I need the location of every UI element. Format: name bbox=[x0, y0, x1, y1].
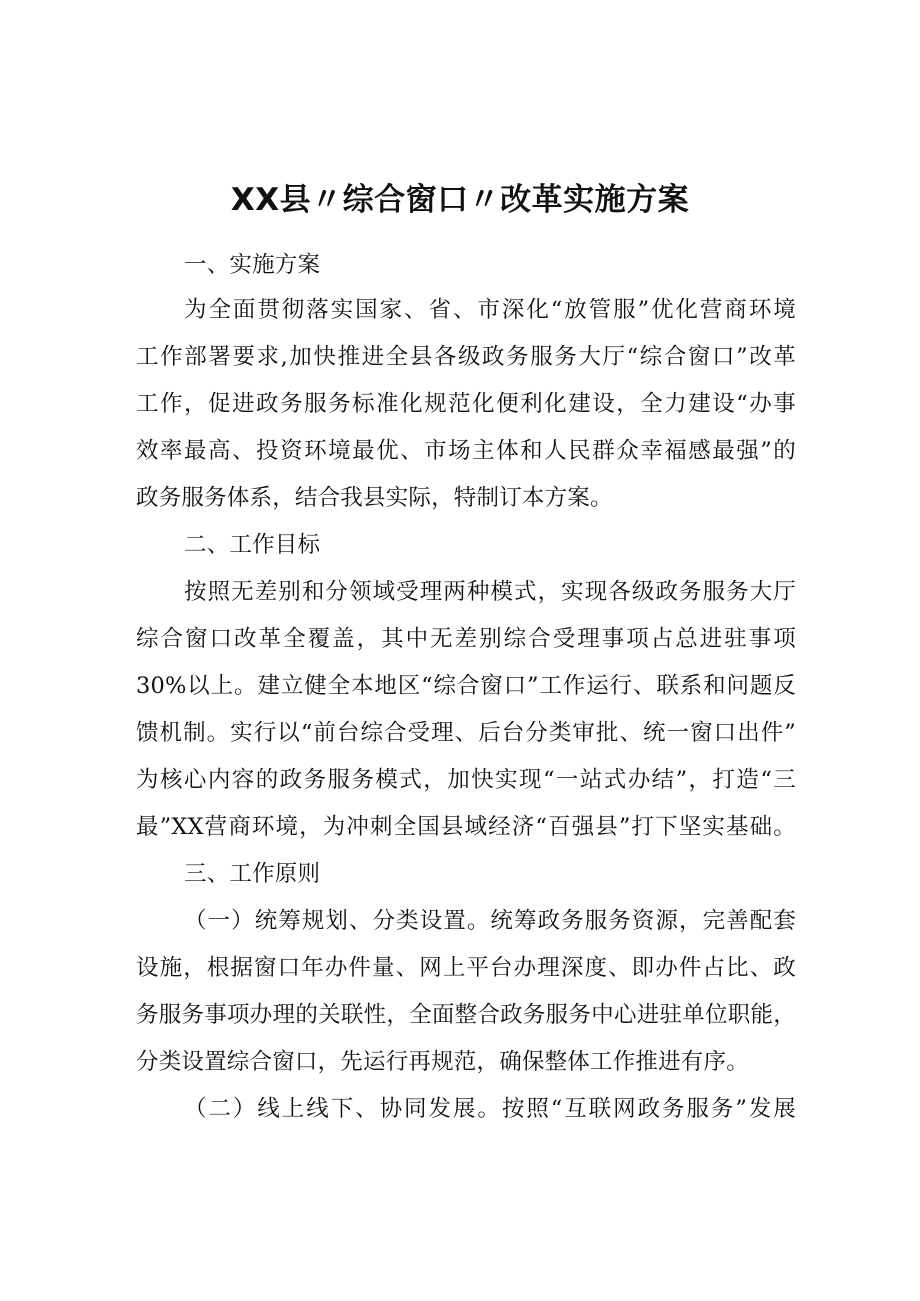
paragraph-4-line-1: （二）线上线下、协同发展。按照“互联网政务服务”发展 bbox=[184, 1096, 796, 1122]
paragraph-3-line-4: 分类设置综合窗口，先运行再规范，确保整体工作推进有序。 bbox=[136, 1049, 749, 1075]
paragraph-2-line-3: 30%以上。建立健全本地区“综合窗口”工作运行、联系和问题反 bbox=[136, 673, 796, 699]
paragraph-1-line-2: 工作部署要求,加快推进全县各级政务服务大厅“综合窗口”改革 bbox=[136, 344, 796, 370]
paragraph-2-line-2: 综合窗口改革全覆盖，其中无差别综合受理事项占总进驻事项 bbox=[136, 626, 796, 652]
section-heading-1: 一、实施方案 bbox=[184, 252, 321, 278]
paragraph-2-line-1: 按照无差别和分领域受理两种模式，实现各级政务服务大厅 bbox=[184, 579, 796, 605]
paragraph-3-line-3: 务服务事项办理的关联性，全面整合政务服务中心进驻单位职能， bbox=[136, 1002, 796, 1028]
paragraph-1-line-1: 为全面贯彻落实国家、省、市深化“放管服”优化营商环境 bbox=[184, 297, 796, 323]
section-heading-2: 二、工作目标 bbox=[184, 532, 321, 558]
paragraph-3-line-1: （一）统筹规划、分类设置。统筹政务服务资源，完善配套 bbox=[184, 908, 796, 934]
paragraph-2-line-5: 为核心内容的政务服务模式，加快实现“一站式办结”，打造“三 bbox=[136, 767, 796, 793]
paragraph-1-line-5: 政务服务体系，结合我县实际，特制订本方案。 bbox=[136, 485, 613, 511]
paragraph-2-line-6: 最”XX营商环境，为冲刺全国县域经济“百强县”打下坚实基础。 bbox=[136, 814, 796, 840]
paragraph-1-line-4: 效率最高、投资环境最优、市场主体和人民群众幸福感最强”的 bbox=[136, 438, 796, 464]
paragraph-1-line-3: 工作，促进政务服务标准化规范化便利化建设，全力建设“办事 bbox=[136, 391, 796, 417]
document-title: XX县〃综合窗口〃改革实施方案 bbox=[230, 182, 690, 218]
paragraph-2-line-4: 馈机制。实行以“前台综合受理、后台分类审批、统一窗口出件” bbox=[136, 720, 796, 746]
section-heading-3: 三、工作原则 bbox=[184, 861, 321, 887]
paragraph-3-line-2: 设施，根据窗口年办件量、网上平台办理深度、即办件占比、政 bbox=[136, 955, 796, 981]
